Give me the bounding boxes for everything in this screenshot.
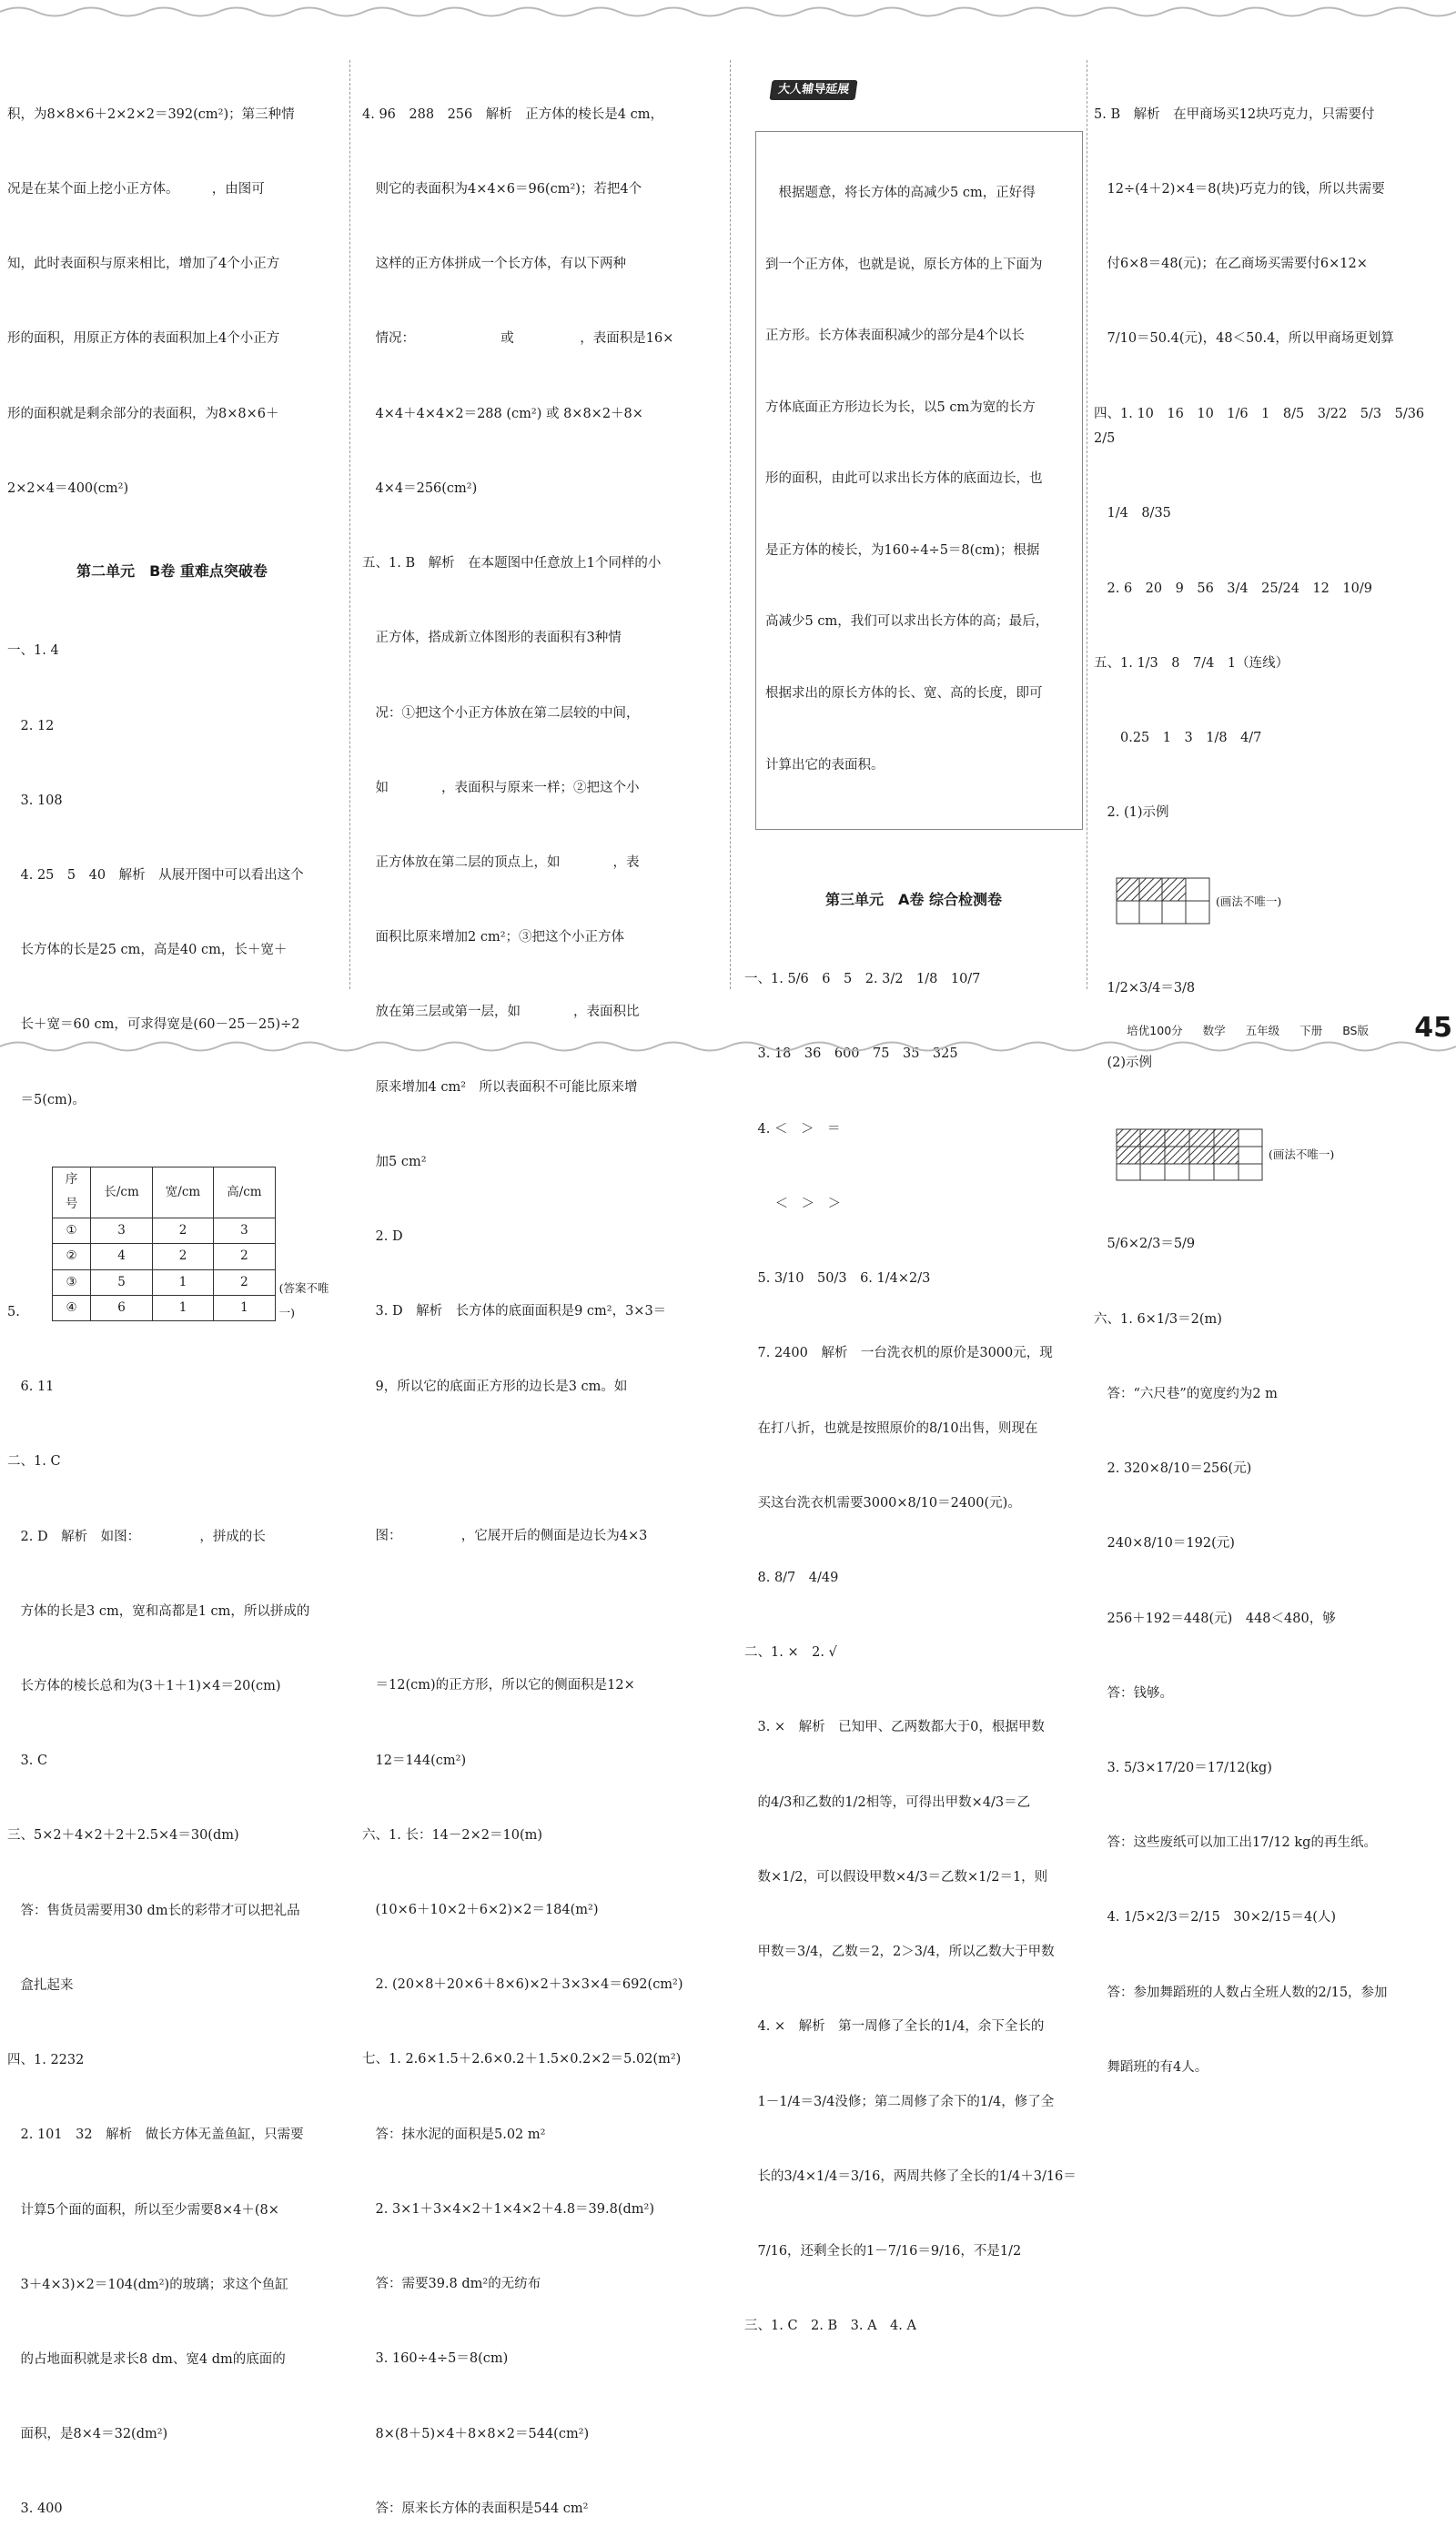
answer-line: 盒扎起来 xyxy=(7,1977,74,1993)
answer-line: 六、1. 长：14－2×2＝10(m) xyxy=(362,1827,543,1843)
answer-line: 五、1. B 解析 在本题图中任意放上1个同样的小 xyxy=(362,556,662,571)
answer-line: 七、1. 2.6×1.5＋2.6×0.2＋1.5×0.2×2＝5.02(m²) xyxy=(362,2052,682,2067)
answer-line: 1/4 8/35 xyxy=(1094,506,1171,521)
answer-line: 3. 108 xyxy=(7,793,63,808)
answer-line: 长方体的长是25 cm，高是40 cm，长＋宽＋ xyxy=(7,943,288,958)
answer-line: ＝5(cm)。 xyxy=(7,1092,86,1107)
answer-line: 这样的正方体拼成一个长方体，有以下两种 xyxy=(362,257,626,272)
table-row xyxy=(52,1218,275,1243)
answer-line: 正方体放在第二层的顶点上，如 ，表 xyxy=(362,855,640,870)
answer-line: 答：“六尺巷”的宽度约为2 m xyxy=(1094,1386,1278,1401)
table-header: 宽/cm xyxy=(152,1167,213,1218)
footer-edition: BS版 xyxy=(1342,1024,1369,1037)
answer-line: 3. 5/3×17/20＝17/12(kg) xyxy=(1094,1761,1272,1775)
answer-line: 7/16，还剩全长的1－7/16＝9/16，不是1/2 xyxy=(744,2243,1022,2259)
answer-line: ＝12(cm)的正方形，所以它的侧面积是12× xyxy=(362,1678,635,1693)
answer-line: 舞蹈班的有4人。 xyxy=(1094,2059,1208,2075)
answer-line: 12＝144(cm²) xyxy=(362,1753,467,1768)
answer-line: 2. D 解析 如图： ，拼成的长 xyxy=(7,1529,266,1544)
table-cell: 3 xyxy=(214,1218,275,1243)
answer-line: 2. 101 32 解析 做长方体无盖鱼缸，只需要 xyxy=(7,2128,304,2143)
answer-line: 4. 25 5 40 解析 从展开图中可以看出这个 xyxy=(7,868,304,883)
answer-line: ＜ ＞ ＞ xyxy=(744,1196,842,1211)
answer-line: 3. × 解析 已知甲、乙两数都大于0，根据甲数 xyxy=(744,1720,1045,1735)
answer-line: 二、1. C xyxy=(7,1454,61,1470)
answer-line: 高减少5 cm，我们可以求出长方体的高；最后， xyxy=(765,614,1049,630)
answer-line: 3. 400 xyxy=(7,2502,63,2517)
answer-line: 1/2×3/4＝3/8 xyxy=(1094,981,1196,996)
answer-line: 2. 320×8/10＝256(元) xyxy=(1094,1461,1252,1477)
footer-grade: 五年级 xyxy=(1245,1024,1280,1037)
answer-line: 2. 6 20 9 56 3/4 25/24 12 10/9 xyxy=(1094,581,1372,596)
answer-line: 2. (1)示例 xyxy=(1094,805,1169,821)
answer-line: 三、5×2＋4×2＋2＋2.5×4＝30(dm) xyxy=(7,1828,239,1844)
answer-line: 则它的表面积为4×4×6＝96(cm²)；若把4个 xyxy=(362,182,642,197)
answer-line: 积，为8×8×6＋2×2×2＝392(cm²)；第三种情 xyxy=(7,106,295,122)
answer-line: 4. ＜ ＞ ＝ xyxy=(744,1121,841,1137)
answer-line: 4×4＝256(cm²) xyxy=(362,480,478,496)
answer-line: 加5 cm² xyxy=(362,1154,427,1169)
answer-line: 如 ，表面积与原来一样；②把这个小 xyxy=(362,780,640,795)
table-cell: 5 xyxy=(91,1269,152,1295)
answer-line xyxy=(362,1599,699,1623)
answer-line: 五、1. 1/3 8 7/4 1（连线） xyxy=(1094,655,1289,671)
answer-line: 正方形。长方体表面积减少的部分是4个以长 xyxy=(765,328,1025,344)
fraction-figure-1 xyxy=(1116,877,1449,925)
shaded-rectangle-icon xyxy=(1116,1128,1263,1181)
tutor-extension-tag: 大人辅导延展 xyxy=(770,80,858,100)
answer-line: 放在第三层或第一层，如 ，表面积比 xyxy=(362,1005,640,1020)
column-divider xyxy=(349,60,350,989)
answer-line: 形的面积，由此可以求出长方体的底面边长，也 xyxy=(765,471,1043,487)
table-header-row xyxy=(52,1167,275,1218)
table-cell: ① xyxy=(52,1218,91,1243)
answer-line: (2)示例 xyxy=(1094,1056,1153,1071)
table-cell: 6 xyxy=(91,1295,152,1320)
answer-line: 一、1. 4 xyxy=(7,643,59,659)
answer-line: 形的面积，用原正方体的表面积加上4个小正方 xyxy=(7,331,280,347)
top-wave-border xyxy=(0,0,1456,24)
page-number: 45 xyxy=(1414,1012,1452,1044)
answer-line: 买这台洗衣机需要3000×8/10＝2400(元)。 xyxy=(744,1495,1021,1511)
table-cell: ③ xyxy=(52,1269,91,1295)
table-row xyxy=(52,1295,275,1320)
answer-line: 甲数＝3/4，乙数＝2，2＞3/4，所以乙数大于甲数 xyxy=(744,1945,1055,1960)
table-cell: 2 xyxy=(214,1244,275,1269)
answer-column-1 xyxy=(7,53,337,2547)
answer-line: 7. 2400 解析 一台洗衣机的原价是3000元，现 xyxy=(744,1346,1053,1361)
answer-line: 答：钱够。 xyxy=(1094,1685,1173,1701)
table-note: (答案不唯一) xyxy=(278,1280,329,1319)
answer-line: 2×2×4＝400(cm²) xyxy=(7,480,129,496)
answer-line: 答：抹水泥的面积是5.02 m² xyxy=(362,2127,546,2142)
answer-line: 2. (20×8＋20×6＋8×6)×2＋3×3×4＝692(cm²) xyxy=(362,1977,683,1993)
answer-line: 4. 96 288 256 解析 正方体的棱长是4 cm， xyxy=(362,106,663,122)
answer-line: 二、1. × 2. √ xyxy=(744,1645,837,1661)
answer-line: 3. D 解析 长方体的底面面积是9 cm²，3×3＝ xyxy=(362,1304,667,1319)
answer-line: 8. 8/7 4/49 xyxy=(744,1570,839,1585)
answer-line: 4×4＋4×4×2＝288 (cm²) 或 8×8×2＋8× xyxy=(362,406,643,421)
table-cell: 3 xyxy=(91,1218,152,1243)
answer-line: 到一个正方体，也就是说，原长方体的上下面为 xyxy=(765,257,1043,272)
answer-line xyxy=(362,1450,699,1474)
answer-line: 长的3/4×1/4＝3/16，两周共修了全长的1/4＋3/16＝ xyxy=(744,2168,1077,2184)
column-divider xyxy=(730,60,731,989)
table-row xyxy=(52,1244,275,1269)
table-header: 高/cm xyxy=(214,1167,275,1218)
tutor-extension-box xyxy=(755,131,1083,830)
dimension-table-block xyxy=(7,1163,337,1325)
answer-line: 3. 18 36 600 75 35 325 xyxy=(744,1046,958,1062)
figure-note: (画法不唯一) xyxy=(1216,894,1282,908)
answer-line: 3＋4×3)×2＝104(dm²)的玻璃；求这个鱼缸 xyxy=(7,2277,288,2292)
answer-line: 原来增加4 cm² 所以表面积不可能比原来增 xyxy=(362,1079,638,1095)
answer-column-4 xyxy=(1094,53,1449,2106)
answer-line: 答：这些废纸可以加工出17/12 kg的再生纸。 xyxy=(1094,1835,1377,1851)
table-row xyxy=(52,1269,275,1295)
answer-line: 3. C xyxy=(7,1754,48,1769)
answer-line: 正方体，搭成新立体图形的表面积有3种情 xyxy=(362,631,622,646)
answer-line: 四、1. 10 16 10 1/6 1 8/5 3/22 5/3 5/36 2/5 xyxy=(1094,406,1438,447)
answer-line: 是正方体的棱长，为160÷4÷5＝8(cm)；根据 xyxy=(765,542,1040,558)
answer-line: 一、1. 5/6 6 5 2. 3/2 1/8 10/7 xyxy=(744,972,981,987)
table-header: 序号 xyxy=(52,1167,91,1218)
answer-line: 长方体的棱长总和为(3＋1＋1)×4＝20(cm) xyxy=(7,1679,281,1693)
answer-line: 根据求出的原长方体的长、宽、高的长度，即可 xyxy=(765,686,1043,702)
answer-line: 5. B 解析 在甲商场买12块巧克力，只需要付 xyxy=(1094,106,1375,122)
answer-line: 六、1. 6×1/3＝2(m) xyxy=(1094,1311,1222,1327)
answer-line: 况：①把这个小正方体放在第二层较的中间， xyxy=(362,705,640,721)
answer-line: 情况： 或 ，表面积是16× xyxy=(362,331,674,347)
answer-line: 知，此时表面积与原来相比，增加了4个小正方 xyxy=(7,257,280,272)
bottom-wave-border xyxy=(0,1035,1456,1058)
answer-line: (10×6＋10×2＋6×2)×2＝184(m²) xyxy=(362,1903,599,1918)
answer-line: 方体的长是3 cm，宽和高都是1 cm，所以拼成的 xyxy=(7,1603,310,1619)
answer-column-3 xyxy=(744,53,1083,2364)
answer-line: 5. 3/10 50/3 6. 1/4×2/3 xyxy=(744,1271,931,1287)
footer-brand: 培优100分 xyxy=(1127,1024,1183,1037)
answer-line: 四、1. 2232 xyxy=(7,2053,85,2068)
answer-line: 240×8/10＝192(元) xyxy=(1094,1536,1235,1551)
answer-line: 4. 1/5×2/3＝2/15 30×2/15＝4(人) xyxy=(1094,1910,1337,1925)
answer-line: 0.25 1 3 1/8 4/7 xyxy=(1094,730,1262,745)
table-cell: ④ xyxy=(52,1295,91,1320)
table-cell: 2 xyxy=(152,1244,213,1269)
footer-volume: 下册 xyxy=(1299,1024,1323,1037)
answer-line: 2. 3×1＋3×4×2＋1×4×2＋4.8＝39.8(dm²) xyxy=(362,2201,654,2217)
shaded-rectangle-icon xyxy=(1116,877,1210,925)
answer-line: 三、1. C 2. B 3. A 4. A xyxy=(744,2319,916,2334)
table-cell: ② xyxy=(52,1244,91,1269)
section-heading: 第二单元 B卷 重难点突破卷 xyxy=(76,562,268,581)
answer-line: 7/10＝50.4(元)，48＜50.4，所以甲商场更划算 xyxy=(1094,331,1394,347)
answer-line: 的4/3和乙数的1/2相等，可得出甲数×4/3＝乙 xyxy=(744,1794,1031,1810)
figure-note: (画法不唯一) xyxy=(1269,1147,1335,1161)
table-cell: 4 xyxy=(91,1244,152,1269)
answer-line: 根据题意，将长方体的高减少5 cm，正好得 xyxy=(765,186,1036,200)
answer-line: 12÷(4＋2)×4＝8(块)巧克力的钱，所以共需要 xyxy=(1094,182,1385,197)
table-header: 长/cm xyxy=(91,1167,152,1218)
answer-line: 4. × 解析 第一周修了全长的1/4，余下全长的 xyxy=(744,2019,1045,2035)
answer-line: 况是在某个面上挖小正方体。 ，由图可 xyxy=(7,182,265,197)
answer-line: 计算出它的表面积。 xyxy=(765,757,885,773)
answer-line: 9，所以它的底面正方形的边长是3 cm。如 xyxy=(362,1379,628,1394)
fraction-figure-2 xyxy=(1116,1128,1449,1181)
table-cell: 1 xyxy=(152,1269,213,1295)
answer-line: 答：售货员需要用30 dm长的彩带才可以把礼品 xyxy=(7,1903,300,1918)
answer-line: 的占地面积就是求长8 dm、宽4 dm的底面的 xyxy=(7,2351,286,2367)
table-cell: 2 xyxy=(214,1269,275,1295)
dimension-table xyxy=(52,1167,276,1321)
answer-line: 5/6×2/3＝5/9 xyxy=(1094,1237,1196,1252)
answer-line: 形的面积就是剩余部分的表面积，为8×8×6＋ xyxy=(7,406,279,421)
answer-line: 数×1/2，可以假设甲数×4/3＝乙数×1/2＝1，则 xyxy=(744,1869,1048,1885)
answer-line: 3. 160÷4÷5＝8(cm) xyxy=(362,2351,509,2367)
answer-line: 长＋宽＝60 cm，可求得宽是(60－25－25)÷2 xyxy=(7,1017,300,1033)
answer-line: 8×(8＋5)×4＋8×8×2＝544(cm²) xyxy=(362,2426,590,2441)
answer-line: 答：参加舞蹈班的人数占全班人数的2/15，参加 xyxy=(1094,1985,1388,2000)
answer-line: 答：需要39.8 dm²的无纺布 xyxy=(362,2277,541,2292)
answer-line: 2. D xyxy=(362,1229,403,1245)
answer-line: 方体底面正方形边长为长，以5 cm为宽的长方 xyxy=(765,399,1036,415)
answer-line: 5. xyxy=(7,1279,21,1319)
answer-line: 256＋192＝448(元) 448＜480，够 xyxy=(1094,1611,1336,1626)
table-cell: 1 xyxy=(214,1295,275,1320)
section-heading: 第三单元 A卷 综合检测卷 xyxy=(825,891,1002,909)
answer-line: 在打八折，也就是按照原价的8/10出售，则现在 xyxy=(744,1420,1038,1436)
answer-line: 答：原来长方体的表面积是544 cm² xyxy=(362,2501,589,2516)
answer-line: 面积比原来增加2 cm²；③把这个小正方体 xyxy=(362,930,625,945)
answer-column-2 xyxy=(362,53,699,2547)
answer-line: 6. 11 xyxy=(7,1380,55,1395)
table-cell: 2 xyxy=(152,1218,213,1243)
answer-line: 1－1/4＝3/4没修；第二周修了余下的1/4，修了全 xyxy=(744,2094,1055,2109)
answer-line: 2. 12 xyxy=(7,718,55,733)
answer-line: 图： ，它展开后的侧面是边长为4×3 xyxy=(362,1528,648,1543)
answer-line: 付6×8＝48(元)；在乙商场买需要付6×12× xyxy=(1094,257,1368,272)
table-cell: 1 xyxy=(152,1295,213,1320)
answer-line: 面积，是8×4＝32(dm²) xyxy=(7,2427,168,2442)
footer-subject: 数学 xyxy=(1202,1024,1226,1037)
answer-line: 计算5个面的面积，所以至少需要8×4＋(8× xyxy=(7,2202,279,2218)
